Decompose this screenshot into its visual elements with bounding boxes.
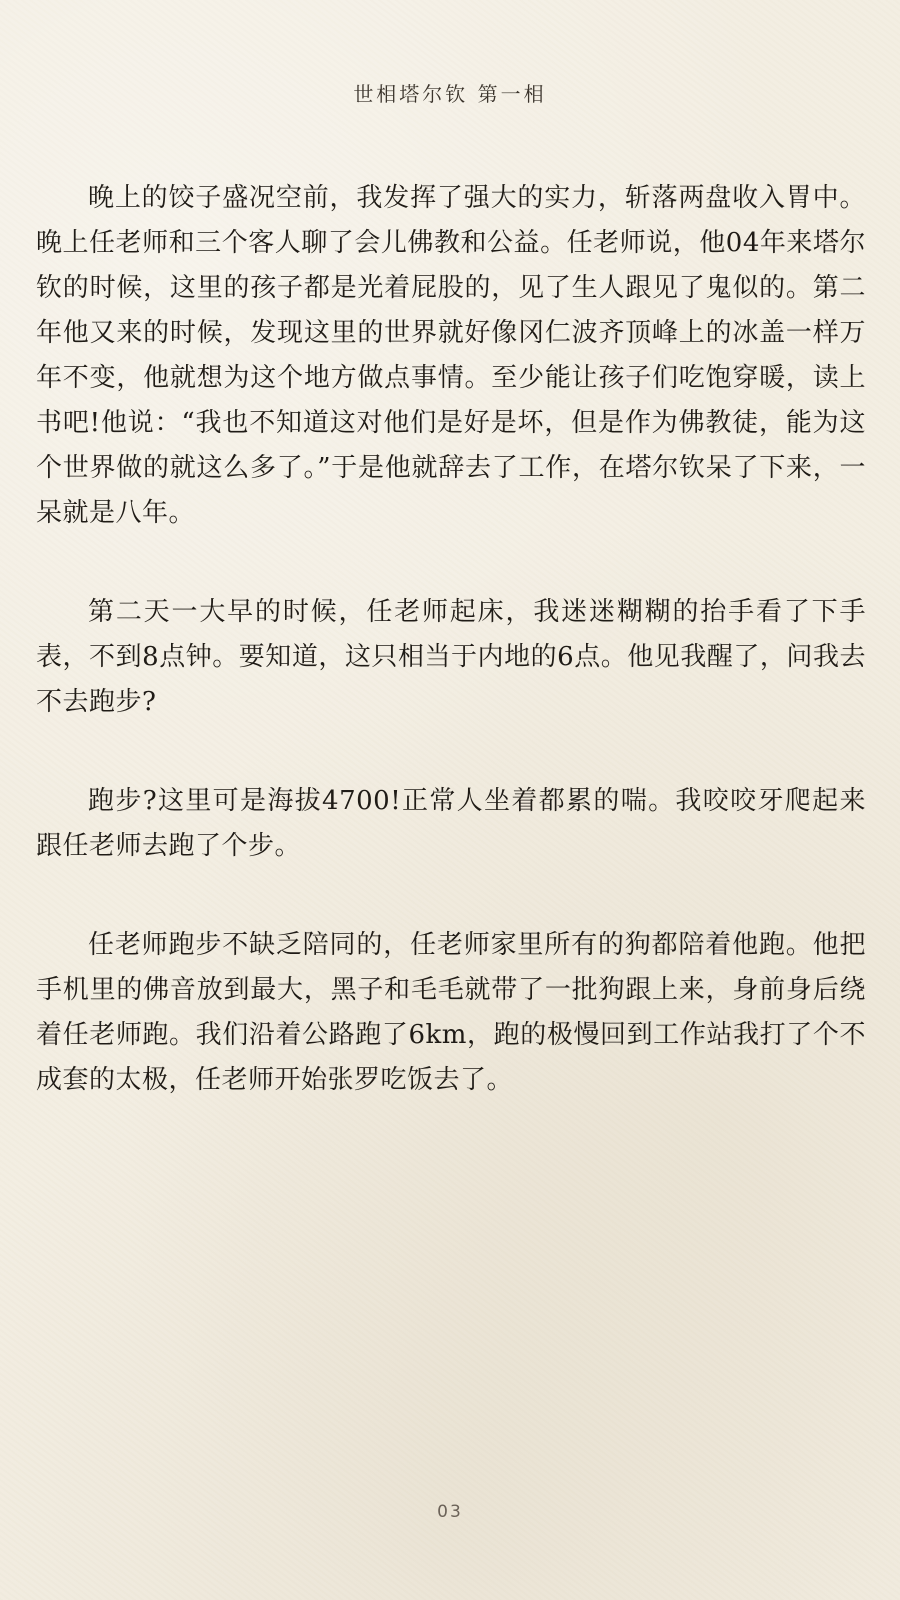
paragraph-4: 任老师跑步不缺乏陪同的，任老师家里所有的狗都陪着他跑。他把手机里的佛音放到最大，黑子和毛毛就带了一批狗跟上来，身前身后绕着任老师跑。我们沿着公路跑了6km，跑的极慢回到工作站我打了个不成套的太极，任老师开始张罗吃饭去了。 [36, 930, 866, 1095]
paragraph-3: 跑步?这里可是海拔4700!正常人坐着都累的喘。我咬咬牙爬起来跟任老师去跑了个步。 [36, 786, 866, 861]
paragraph-2: 第二天一大早的时候，任老师起床，我迷迷糊糊的抬手看了下手表，不到8点钟。要知道，这只相当于内地的6点。他见我醒了，问我去不去跑步? [36, 597, 866, 717]
article-body [36, 176, 866, 1157]
chapter-title: 世相塔尔钦 第一相 [353, 82, 547, 106]
page-number: 03 [437, 1502, 463, 1522]
paragraph-1: 晚上的饺子盛况空前，我发挥了强大的实力，斩落两盘收入胃中。晚上任老师和三个客人聊了会儿佛教和公益。任老师说，他04年来塔尔钦的时候，这里的孩子都是光着屁股的，见了生人跟见了鬼似的。第二年他又来的时候，发现这里的世界就好像冈仁波齐顶峰上的冰盖一样万年不变，他就想为这个地方做点事情。至少能让孩子们吃饱穿暖，读上书吧!他说：“我也不知道这对他们是好是坏，但是作为佛教徒，能为这个世界做的就这么多了。”于是他就辞去了工作，在塔尔钦呆了下来，一呆就是八年。 [36, 183, 866, 528]
